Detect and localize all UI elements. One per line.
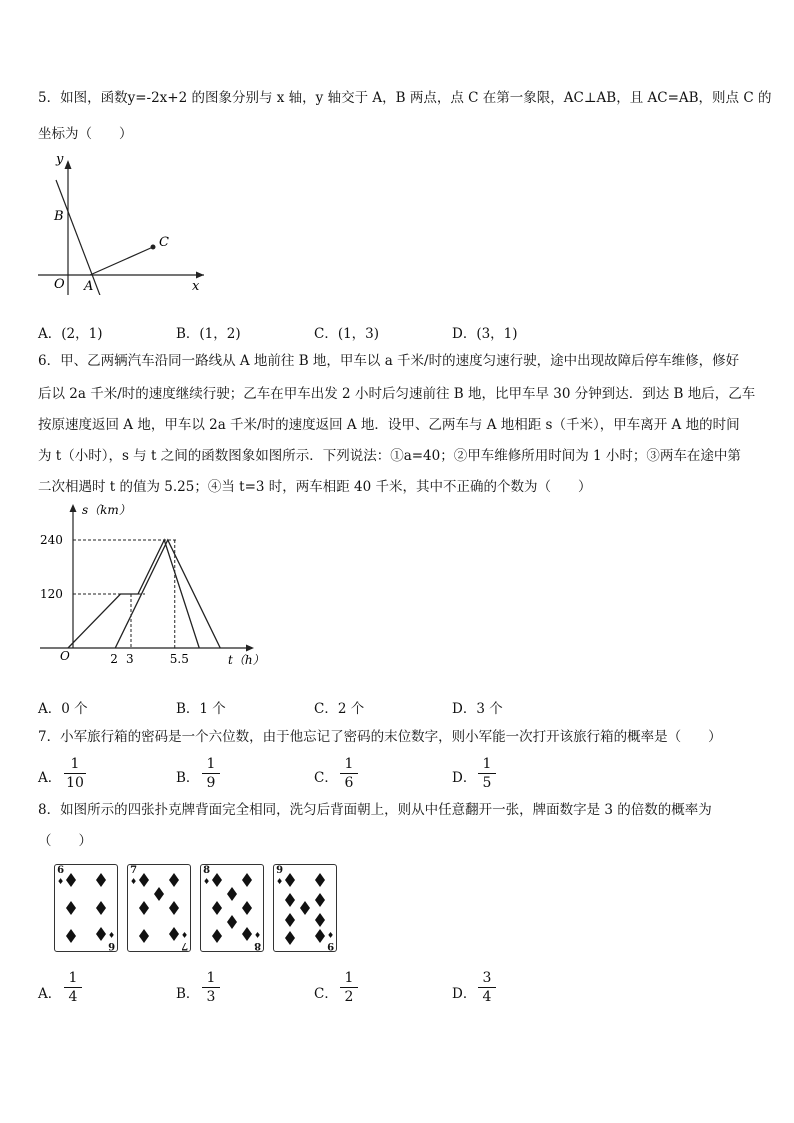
- q6-origin-label: O: [60, 649, 70, 663]
- q8-option-c-denominator: 2: [344, 989, 354, 1005]
- q7-option-c-label: C．: [314, 770, 338, 786]
- card-6-suit-icon-bottom: ♦: [107, 930, 115, 940]
- q7-option-d-label: D．: [452, 770, 477, 786]
- card-6-pips: [55, 865, 117, 951]
- q8-option-c-numerator: 1: [344, 970, 354, 986]
- q7-option-c-fraction: [340, 756, 358, 791]
- q7-option-c-numerator: 1: [344, 756, 354, 772]
- q6-x-arrow: [246, 645, 254, 652]
- q8-option-a-numerator: 1: [68, 970, 78, 986]
- q7-stem: 7．小军旅行箱的密码是一个六位数，由于他忘记了密码的末位数字，则小军能一次打开该旅行箱的概率是（ ）: [38, 729, 722, 745]
- card-6-rank-bottom: 6: [107, 940, 115, 951]
- q5-segment-ac: [90, 247, 153, 275]
- q7-option-a-fraction: [64, 756, 86, 791]
- q7-option-d-denominator: 5: [482, 775, 492, 791]
- q6-y-axis-label: s（km）: [82, 503, 131, 517]
- q6-option-d[interactable]: D．3 个: [452, 701, 503, 717]
- q6-stem-line5: 二次相遇时 t 的值为 5.25；④当 t=3 时，两车相距 40 千米，其中不正确的个数为（ ）: [38, 479, 592, 495]
- q8-option-d-fraction: [478, 970, 496, 1005]
- card-9-suit-icon-bottom: ♦: [326, 930, 334, 940]
- q5-stem-line1: 5．如图，函数y=-2x+2 的图象分别与 x 轴，y 轴交于 A，B 两点，点 C 在第一象限，AC⊥AB，且 AC=AB，则点 C 的: [38, 90, 772, 106]
- q6-x-tick-5.5: 5.5: [169, 652, 189, 666]
- card-9-rank: 9: [276, 865, 284, 876]
- q6-stem-line2: 后以 2a 千米/时的速度继续行驶；乙车在甲车出发 2 小时后匀速前往 B 地，比甲车早 30 分钟到达．到达 B 地后，乙车: [38, 386, 756, 402]
- q8-option-d-label: D．: [452, 986, 477, 1002]
- card-9-suit-icon: ♦: [276, 876, 284, 886]
- q6-option-a[interactable]: A．0 个: [38, 701, 88, 717]
- q7-option-b-fraction: [202, 756, 220, 791]
- q8-option-b-label: B．: [176, 986, 200, 1002]
- q8-option-a-fraction: [64, 970, 82, 1005]
- q6-y-arrow: [70, 504, 77, 512]
- q6-stem-line4: 为 t（小时），s 与 t 之间的函数图象如图所示．下列说法：①a=40；②甲车维修所用时间为 1 小时；③两车在途中第: [38, 448, 741, 464]
- q8-option-b-numerator: 1: [206, 970, 216, 986]
- q7-option-a-denominator: 10: [66, 775, 84, 791]
- q8-option-d-numerator: 3: [482, 970, 492, 986]
- card-8-suit-icon: ♦: [203, 876, 211, 886]
- q5-c-label: C: [159, 235, 169, 250]
- q5-option-c[interactable]: C．(1，3): [314, 326, 380, 342]
- card-8-suit-icon-bottom: ♦: [253, 930, 261, 940]
- q5-graph: [34, 150, 214, 295]
- q6-y-tick-240: 240: [40, 533, 63, 547]
- q6-x-tick-3: 3: [126, 652, 134, 666]
- q8-option-b-fraction: [202, 970, 220, 1005]
- q5-x-label: x: [192, 279, 200, 294]
- q8-option-b-denominator: 3: [206, 989, 216, 1005]
- q7-option-c-denominator: 6: [344, 775, 354, 791]
- q6-chart: [40, 500, 280, 675]
- q8-option-c-label: C．: [314, 986, 338, 1002]
- playing-card-8: [200, 864, 264, 952]
- q5-option-a[interactable]: A．(2，1): [38, 326, 103, 342]
- card-8-pips: [201, 865, 263, 951]
- card-7-suit-icon: ♦: [130, 876, 138, 886]
- card-7-pips: [128, 865, 190, 951]
- card-7-rank: 7: [130, 865, 138, 876]
- card-6-suit-icon: ♦: [57, 876, 65, 886]
- q5-point-c: [151, 245, 156, 250]
- q7-option-b-denominator: 9: [206, 775, 216, 791]
- card-8-rank-bottom: 8: [253, 940, 261, 951]
- q5-b-label: B: [54, 209, 64, 224]
- playing-card-6: [54, 864, 118, 952]
- q6-stem-line1: 6．甲、乙两辆汽车沿同一路线从 A 地前往 B 地，甲车以 a 千米/时的速度匀速行驶，途中出现故障后停车维修，修好: [38, 353, 740, 369]
- q7-option-d-numerator: 1: [482, 756, 492, 772]
- card-7-suit-icon-bottom: ♦: [180, 930, 188, 940]
- q5-y-label: y: [56, 152, 64, 167]
- q5-a-label: A: [84, 279, 94, 294]
- card-6-rank: 6: [57, 865, 65, 876]
- card-9-pips: [274, 865, 336, 951]
- q7-option-d-fraction: [478, 756, 496, 791]
- q5-x-arrow: [196, 272, 204, 279]
- q7-option-b-numerator: 1: [206, 756, 216, 772]
- q6-series-line-甲: [68, 540, 199, 648]
- q5-option-b[interactable]: B．(1，2): [176, 326, 241, 342]
- card-7-rank-bottom: 7: [180, 940, 188, 951]
- q6-stem-line3: 按原速度返回 A 地，甲车以 2a 千米/时的速度返回 A 地．设甲、乙两车与 A 地相距 s（千米），甲车离开 A 地的时间: [38, 417, 740, 433]
- q6-y-tick-120: 120: [40, 587, 63, 601]
- q6-x-tick-2: 2: [110, 652, 118, 666]
- q7-option-a-label: A．: [38, 770, 62, 786]
- q5-y-arrow: [65, 160, 72, 169]
- q8-option-a-denominator: 4: [68, 989, 78, 1005]
- q7-option-a-numerator: 1: [70, 756, 80, 772]
- q8-option-a-label: A．: [38, 986, 62, 1002]
- q5-origin-label: O: [54, 277, 65, 292]
- q6-option-b[interactable]: B．1 个: [176, 701, 226, 717]
- q5-stem-line2: 坐标为（ ）: [38, 126, 133, 142]
- q8-stem-line2: （ ）: [38, 833, 92, 849]
- playing-card-9: [273, 864, 337, 952]
- q7-option-b-label: B．: [176, 770, 200, 786]
- q6-x-axis-label: t（h）: [228, 653, 265, 667]
- q5-option-d[interactable]: D．(3，1): [452, 326, 518, 342]
- q8-stem-line1: 8．如图所示的四张扑克牌背面完全相同，洗匀后背面朝上，则从中任意翻开一张，牌面数字是 3 的倍数的概率为: [38, 802, 712, 818]
- card-8-rank: 8: [203, 865, 211, 876]
- card-9-rank-bottom: 9: [326, 940, 334, 951]
- q8-option-d-denominator: 4: [482, 989, 492, 1005]
- playing-card-7: [127, 864, 191, 952]
- q6-option-c[interactable]: C．2 个: [314, 701, 365, 717]
- q8-option-c-fraction: [340, 970, 358, 1005]
